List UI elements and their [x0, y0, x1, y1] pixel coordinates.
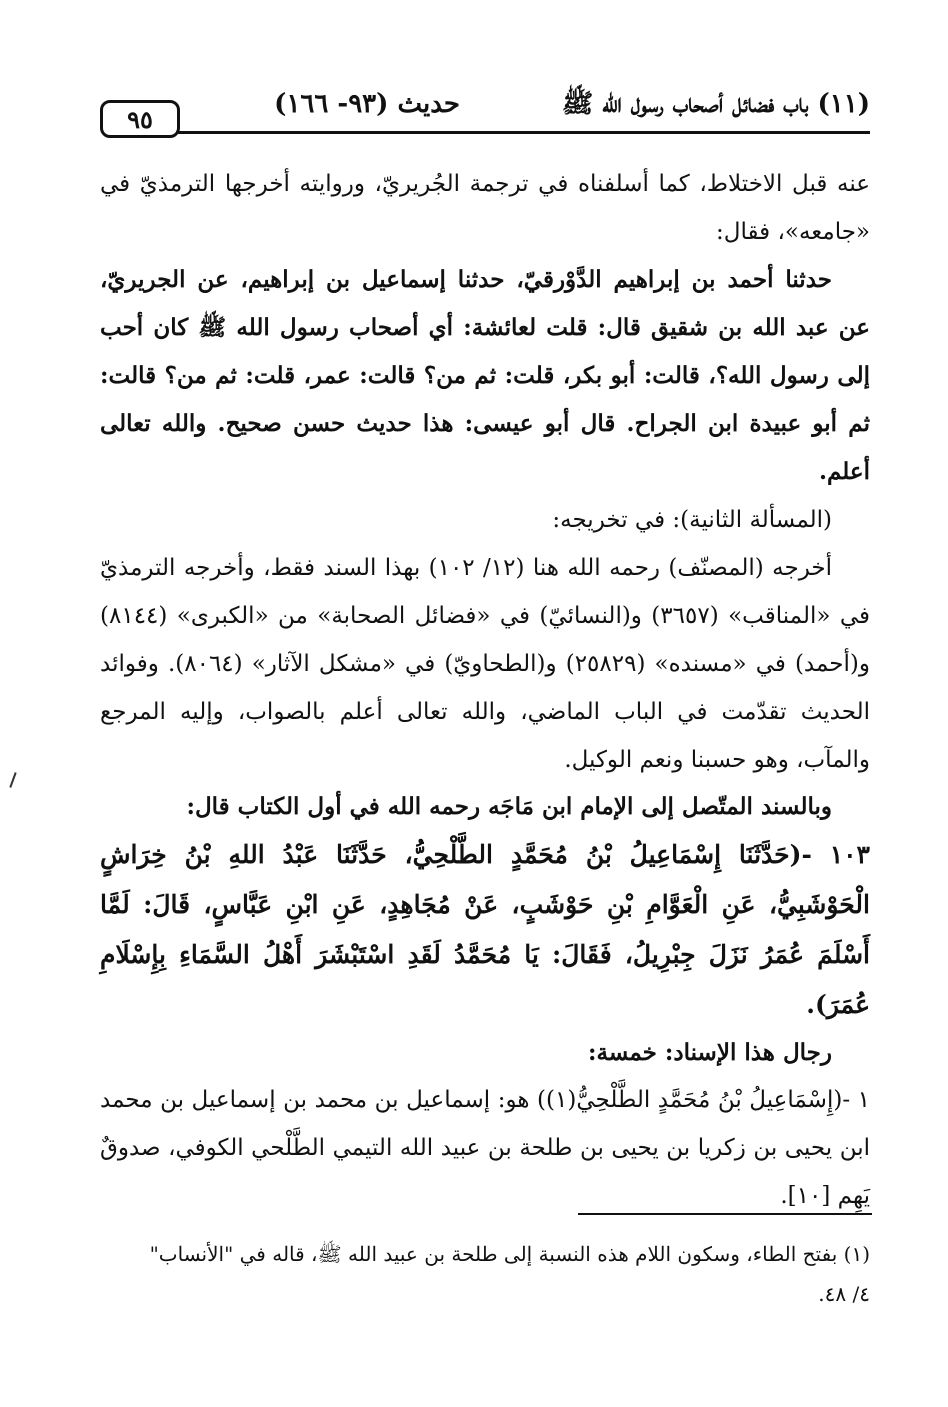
main-text [100, 160, 870, 1220]
paragraph-intro: عنه قبل الاختلاط، كما أسلفناه في ترجمة الجُريريّ، وروايته أخرجها الترمذيّ في «جامعه»، فقال: [100, 171, 870, 245]
running-header [100, 86, 870, 134]
header-rule [176, 131, 870, 134]
narrator-1: ١ -(إِسْمَاعِيلُ بْنُ مُحَمَّدٍ الطَّلْحِيُّ(١)) هو: إسماعيل بن محمد بن إسماعيل بن محمد ابن يحيى بن زكريا بن يحيى بن طلحة بن عبيد الله التيمي الطَّلْحي الكوفي، صدوقٌ يَهِم [١٠]. [100, 1087, 870, 1209]
section-heading-takhrij: (المسألة الثانية): في تخريجه: [552, 507, 832, 533]
footnote [100, 1234, 870, 1314]
hadith-range: حديث (٩٣- ١٦٦) [274, 89, 460, 119]
paragraph-tirmidhi-narration: حدثنا أحمد بن إبراهيم الدَّوْرقيّ، حدثنا إسماعيل بن إبراهيم، عن الجريريّ، عن عبد الله بن شقيق قال: قلت لعائشة: أي أصحاب رسول الله ﷺ كان أحب إلى رسول الله؟، قالت: أبو بكر، قلت: ثم من؟ قالت: عمر، قلت: ثم من؟ قالت: ثم أبو عبيدة ابن الجراح. قال أبو عيسى: هذا حديث حسن صحيح. والله تعالى أعلم. [100, 266, 870, 485]
page-number: ٩٥ [100, 100, 180, 138]
margin-mark [9, 772, 16, 788]
narrators-heading: رجال هذا الإسناد: خمسة: [588, 1039, 832, 1066]
chapter-title: (١١) باب فضائل أصحاب رسول الله ﷺ [561, 89, 870, 119]
footnote-rule [578, 1213, 872, 1215]
footnote-line-1: (١) بفتح الطاء، وسكون اللام هذه النسبة إلى طلحة بن عبيد الله ﷺ، قاله في "الأنساب" [149, 1242, 870, 1266]
hadith-103: ١٠٣ -(حَدَّثَنَا إِسْمَاعِيلُ بْنُ مُحَمَّدٍ الطَّلْحِيُّ، حَدَّثَنَا عَبْدُ اللهِ بْنُ خِرَاشٍ الْحَوْشَبِيُّ، عَنِ الْعَوَّامِ بْنِ حَوْشَبٍ، عَنْ مُجَاهِدٍ، عَنِ ابْنِ عَبَّاسٍ، قَالَ: لَمَّا أَسْلَمَ عُمَرُ نَزَلَ جِبْرِيلُ، فَقَالَ: يَا مُحَمَّدُ لَقَدِ اسْتَبْشَرَ أَهْلُ السَّمَاءِ بِإِسْلَامِ عُمَرَ). [100, 840, 870, 1019]
footnote-line-2: ٤/ ٤٨. [818, 1282, 870, 1306]
paragraph-takhrij: أخرجه (المصنّف) رحمه الله هنا (١٢/ ١٠٢) بهذا السند فقط، وأخرجه الترمذيّ في «المناقب» (٣٦٥٧) و(النسائيّ) في «فضائل الصحابة» من «الكبرى» (٨١٤٤) و(أحمد) في «مسنده» (٢٥٨٢٩) و(الطحاويّ) في «مشكل الآثار» (٨٠٦٤). وفوائد الحديث تقدّمت في الباب الماضي، والله تعالى أعلم بالصواب، وإليه المرجع والمآب، وهو حسبنا ونعم الوكيل. [100, 555, 870, 773]
isnad-heading: وبالسند المتّصل إلى الإمام ابن مَاجَه رحمه الله في أول الكتاب قال: [186, 793, 832, 820]
